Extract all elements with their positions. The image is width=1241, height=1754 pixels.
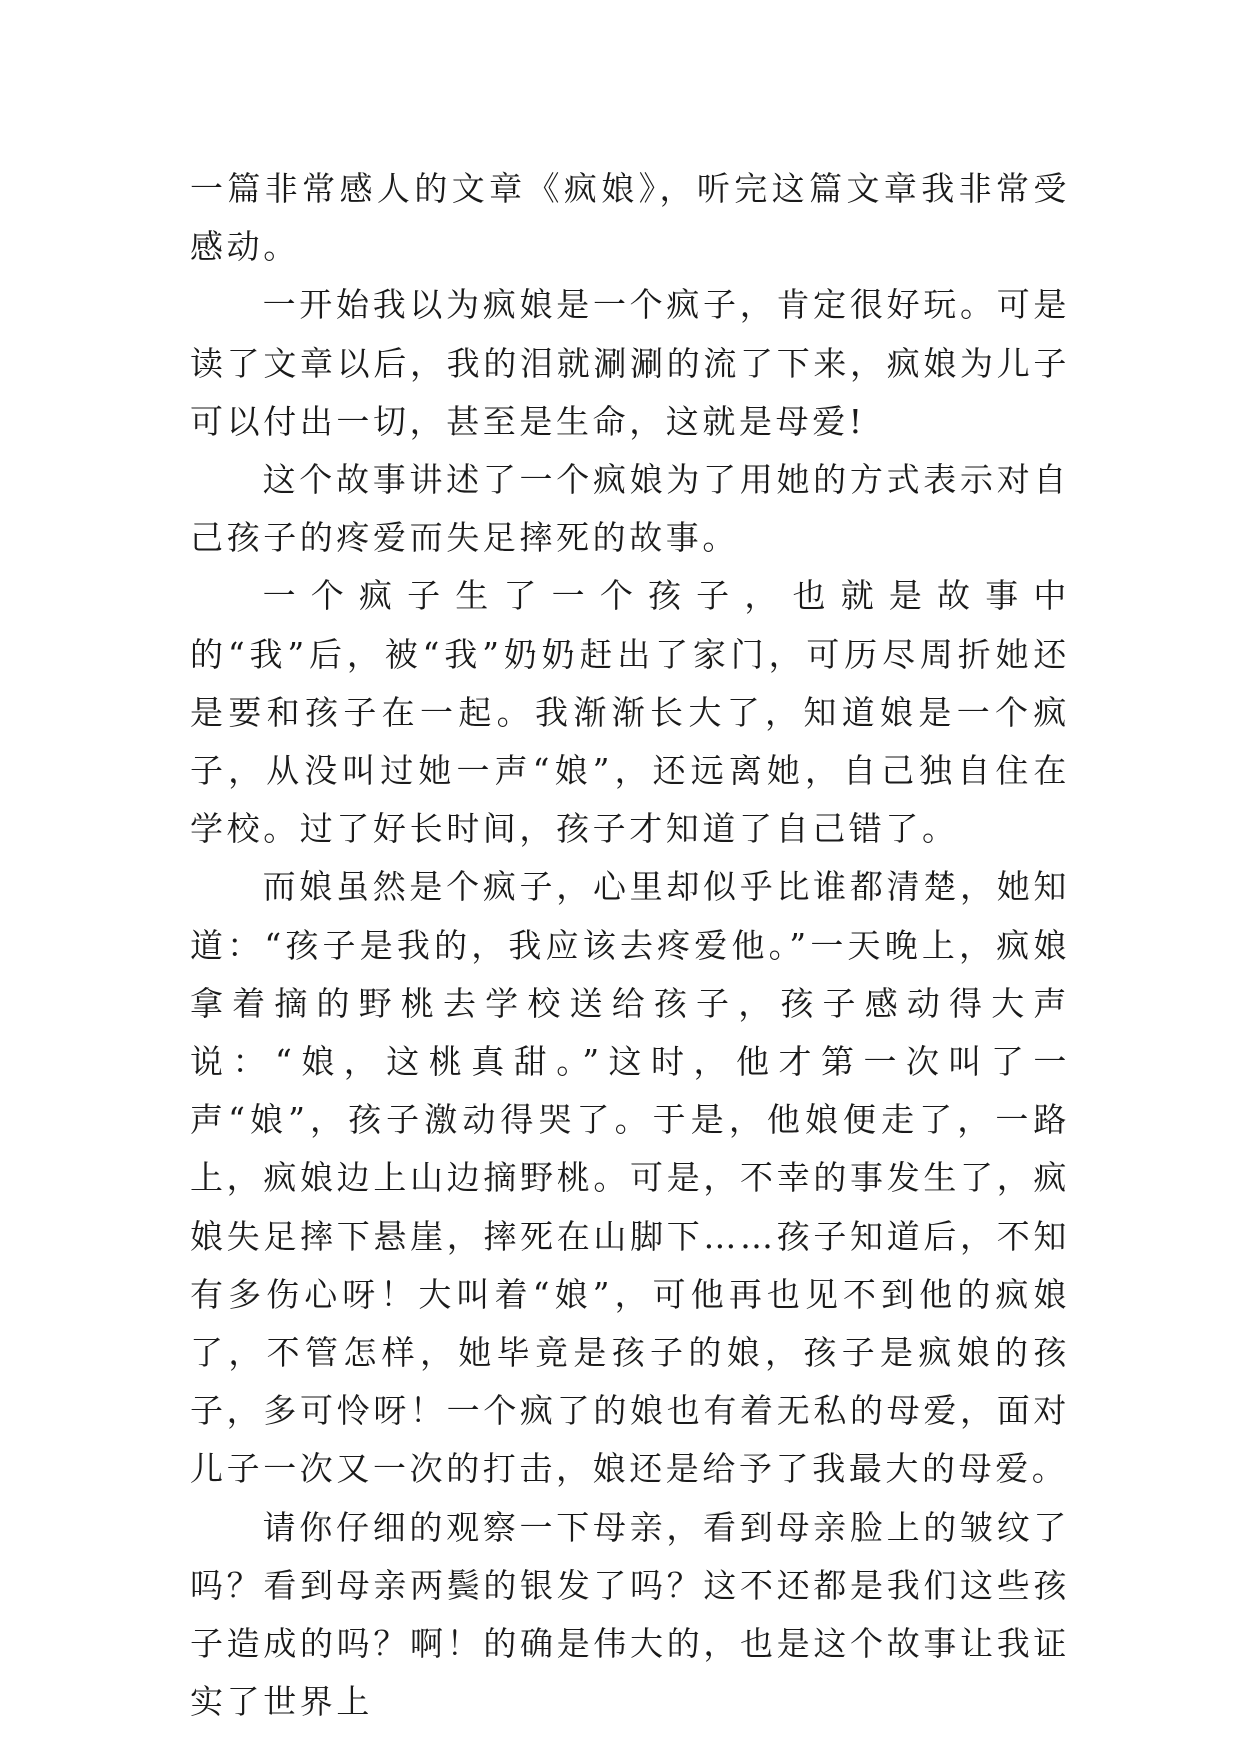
paragraph-2: 一开始我以为疯娘是一个疯子，肯定很好玩。可是读了文章以后，我的泪就涮涮的流了下来，疯娘为儿子可以付出一切，甚至是生命，这就是母爱! <box>190 285 1070 441</box>
paragraph-5: 而娘虽然是个疯子，心里却似乎比谁都清楚，她知道：“孩子是我的，我应该去疼爱他。”一天晚上，疯娘拿着摘的野桃去学校送给孩子，孩子感动得大声说：“娘，这桃真甜。”这时，他才第一次叫了一声“娘”，孩子激动得哭了。于是，他娘便走了，一路上，疯娘边上山边摘野桃。可是，不幸的事发生了，疯娘失足摔下悬崖，摔死在山脚下……孩子知道后，不知有多伤心呀！大叫着“娘”，可他再也见不到他的疯娘了，不管怎样，她毕竟是孩子的娘，孩子是疯娘的孩子，多可怜呀！一个疯了的娘也有着无私的母爱，面对儿子一次又一次的打击，娘还是给予了我最大的母爱。 <box>190 867 1070 1489</box>
paragraph-4: 一个疯子生了一个孩子，也就是故事中的“我”后，被“我”奶奶赶出了家门，可历尽周折她还是要和孩子在一起。我渐渐长大了，知道娘是一个疯子，从没叫过她一声“娘”，还远离她，自己独自住在学校。过了好长时间，孩子才知道了自己错了。 <box>190 576 1070 849</box>
paragraph-3: 这个故事讲述了一个疯娘为了用她的方式表示对自己孩子的疼爱而失足摔死的故事。 <box>190 460 1070 558</box>
paragraph-1: 一篇非常感人的文章《疯娘》，听完这篇文章我非常受感动。 <box>190 169 1070 267</box>
paragraph-6: 请你仔细的观察一下母亲，看到母亲脸上的皱纹了吗？看到母亲两鬓的银发了吗？这不还都是我们这些孩子造成的吗？啊！的确是伟大的，也是这个故事让我证实了世界上 <box>190 1507 1070 1722</box>
document-body <box>190 160 1070 1731</box>
